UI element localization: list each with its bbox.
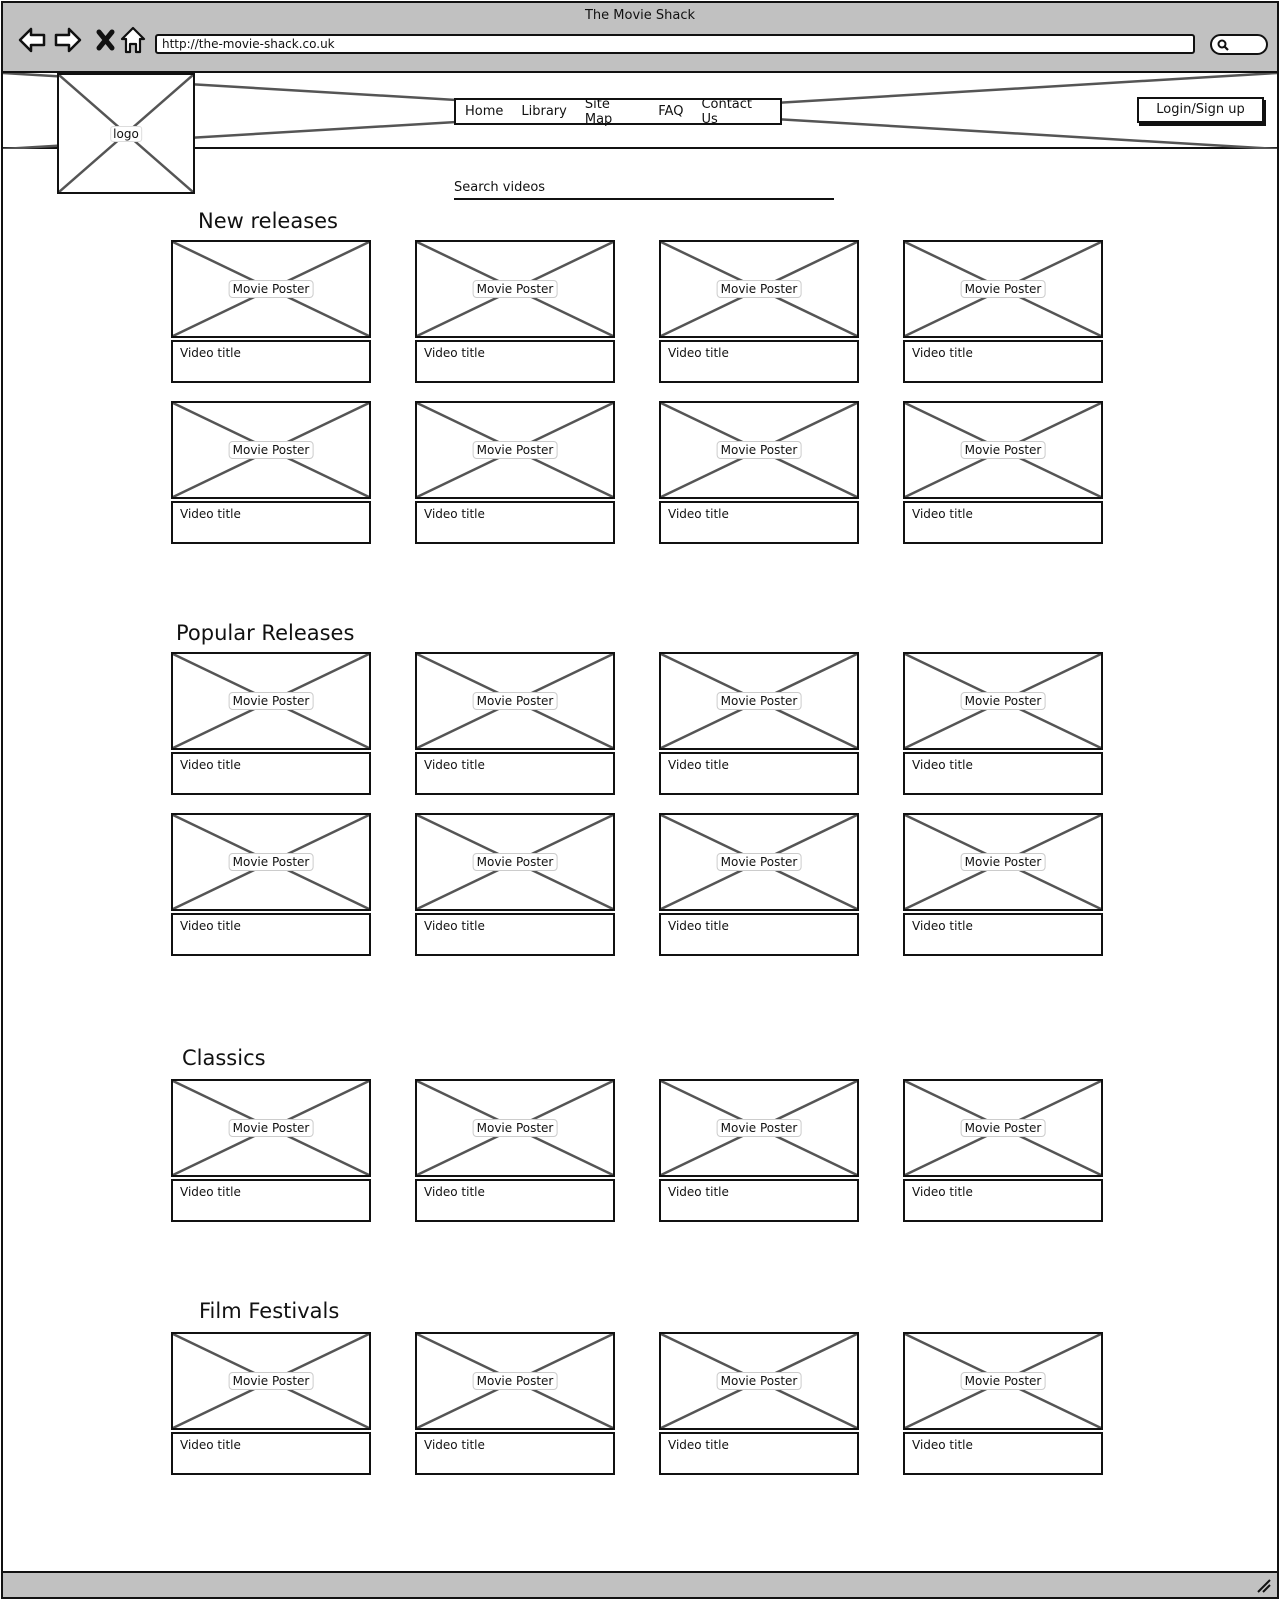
window-title: The Movie Shack — [584, 8, 696, 23]
movie-poster[interactable] — [171, 1332, 371, 1430]
movie-poster[interactable] — [659, 813, 859, 911]
movie-poster-label: Movie Poster — [473, 853, 558, 871]
login-signup-button[interactable]: Login/Sign up — [1137, 97, 1264, 123]
movie-poster-label: Movie Poster — [961, 692, 1046, 710]
movie-poster[interactable] — [415, 240, 615, 338]
video-card[interactable] — [903, 1332, 1103, 1475]
video-card[interactable] — [415, 240, 615, 383]
movie-poster[interactable] — [415, 401, 615, 499]
video-card[interactable] — [171, 1079, 371, 1222]
resize-handle-icon[interactable] — [1255, 1577, 1271, 1593]
video-title[interactable]: Video title — [171, 340, 371, 383]
search-field[interactable] — [454, 176, 834, 200]
movie-poster-label: Movie Poster — [229, 853, 314, 871]
movie-poster[interactable] — [659, 240, 859, 338]
home-icon[interactable] — [118, 25, 148, 55]
video-title[interactable]: Video title — [903, 913, 1103, 956]
movie-poster-label: Movie Poster — [473, 1372, 558, 1390]
logo[interactable] — [57, 73, 195, 194]
movie-poster-label: Movie Poster — [961, 1119, 1046, 1137]
movie-poster-label: Movie Poster — [717, 441, 802, 459]
video-title[interactable]: Video title — [415, 1179, 615, 1222]
movie-poster[interactable] — [659, 652, 859, 750]
section-title-popular-releases: Popular Releases — [176, 621, 355, 645]
video-title[interactable]: Video title — [659, 501, 859, 544]
section-title-classics: Classics — [182, 1046, 266, 1070]
video-card[interactable] — [171, 401, 371, 544]
movie-poster[interactable] — [903, 240, 1103, 338]
movie-poster-label: Movie Poster — [717, 1119, 802, 1137]
video-title[interactable]: Video title — [415, 752, 615, 795]
movie-poster[interactable] — [903, 1332, 1103, 1430]
video-card[interactable] — [903, 240, 1103, 383]
nav-item-home[interactable]: Home — [465, 104, 504, 119]
video-card[interactable] — [415, 401, 615, 544]
video-card[interactable] — [659, 652, 859, 795]
video-card[interactable] — [659, 813, 859, 956]
video-title[interactable]: Video title — [903, 501, 1103, 544]
video-title[interactable]: Video title — [171, 1432, 371, 1475]
movie-poster-label: Movie Poster — [717, 280, 802, 298]
nav-item-contact-us[interactable]: Contact Us — [701, 96, 753, 127]
movie-poster-label: Movie Poster — [961, 853, 1046, 871]
movie-poster[interactable] — [659, 1079, 859, 1177]
video-card[interactable] — [903, 401, 1103, 544]
movie-poster[interactable] — [903, 1079, 1103, 1177]
movie-poster[interactable] — [171, 240, 371, 338]
video-title[interactable]: Video title — [171, 752, 371, 795]
movie-poster[interactable] — [171, 1079, 371, 1177]
logo-label: logo — [110, 126, 142, 142]
video-title[interactable]: Video title — [415, 501, 615, 544]
movie-poster[interactable] — [415, 1079, 615, 1177]
video-card[interactable] — [171, 652, 371, 795]
movie-poster-label: Movie Poster — [717, 1372, 802, 1390]
movie-poster[interactable] — [659, 401, 859, 499]
movie-poster-label: Movie Poster — [229, 441, 314, 459]
video-card[interactable] — [659, 401, 859, 544]
video-title[interactable]: Video title — [903, 1432, 1103, 1475]
movie-poster-label: Movie Poster — [473, 441, 558, 459]
address-bar[interactable]: http://the-movie-shack.co.uk — [155, 34, 1195, 54]
video-card[interactable] — [415, 813, 615, 956]
video-card[interactable] — [171, 240, 371, 383]
movie-poster-label: Movie Poster — [473, 1119, 558, 1137]
movie-poster[interactable] — [415, 1332, 615, 1430]
movie-poster-label: Movie Poster — [473, 692, 558, 710]
video-title[interactable]: Video title — [659, 913, 859, 956]
video-title[interactable]: Video title — [659, 1179, 859, 1222]
movie-poster[interactable] — [171, 401, 371, 499]
back-arrow-icon[interactable] — [17, 25, 47, 55]
video-title[interactable]: Video title — [171, 501, 371, 544]
search-input[interactable] — [454, 176, 834, 198]
video-title[interactable]: Video title — [903, 1179, 1103, 1222]
movie-poster[interactable] — [415, 652, 615, 750]
video-title[interactable]: Video title — [659, 752, 859, 795]
movie-poster-label: Movie Poster — [229, 1372, 314, 1390]
video-card[interactable] — [903, 1079, 1103, 1222]
movie-poster[interactable] — [903, 652, 1103, 750]
video-title[interactable]: Video title — [903, 340, 1103, 383]
movie-poster-label: Movie Poster — [961, 1372, 1046, 1390]
movie-poster[interactable] — [171, 813, 371, 911]
movie-poster-label: Movie Poster — [229, 280, 314, 298]
nav-item-faq[interactable]: FAQ — [658, 104, 684, 119]
movie-poster-label: Movie Poster — [473, 280, 558, 298]
video-title[interactable]: Video title — [415, 913, 615, 956]
video-card[interactable] — [415, 1079, 615, 1222]
video-card[interactable] — [171, 1332, 371, 1475]
video-card[interactable] — [171, 813, 371, 956]
search-icon — [1217, 39, 1229, 51]
movie-poster-label: Movie Poster — [229, 1119, 314, 1137]
movie-poster[interactable] — [903, 813, 1103, 911]
video-card[interactable] — [659, 1079, 859, 1222]
status-bar — [3, 1571, 1277, 1597]
movie-poster[interactable] — [171, 652, 371, 750]
movie-poster-label: Movie Poster — [229, 692, 314, 710]
close-icon[interactable] — [91, 25, 121, 55]
video-title[interactable]: Video title — [659, 340, 859, 383]
movie-poster-label: Movie Poster — [717, 853, 802, 871]
section-title-new-releases: New releases — [198, 209, 338, 233]
movie-poster-label: Movie Poster — [961, 280, 1046, 298]
video-title[interactable]: Video title — [171, 913, 371, 956]
movie-poster[interactable] — [415, 813, 615, 911]
video-card[interactable] — [659, 1332, 859, 1475]
video-card[interactable] — [415, 652, 615, 795]
video-title[interactable]: Video title — [659, 1432, 859, 1475]
nav-item-site-map[interactable]: Site Map — [584, 96, 613, 127]
movie-poster-label: Movie Poster — [717, 692, 802, 710]
browser-window — [1, 1, 1279, 1599]
forward-arrow-icon[interactable] — [53, 25, 83, 55]
video-title[interactable]: Video title — [415, 340, 615, 383]
browser-search[interactable] — [1210, 34, 1268, 55]
video-title[interactable]: Video title — [171, 1179, 371, 1222]
video-title[interactable]: Video title — [415, 1432, 615, 1475]
movie-poster[interactable] — [903, 401, 1103, 499]
video-card[interactable] — [903, 813, 1103, 956]
video-card[interactable] — [659, 240, 859, 383]
video-card[interactable] — [415, 1332, 615, 1475]
video-title[interactable]: Video title — [903, 752, 1103, 795]
main-nav — [454, 98, 782, 125]
video-card[interactable] — [903, 652, 1103, 795]
movie-poster-label: Movie Poster — [961, 441, 1046, 459]
movie-poster[interactable] — [659, 1332, 859, 1430]
section-title-film-festivals: Film Festivals — [199, 1299, 340, 1323]
browser-toolbar — [3, 3, 1277, 73]
nav-item-library[interactable]: Library — [521, 104, 567, 119]
